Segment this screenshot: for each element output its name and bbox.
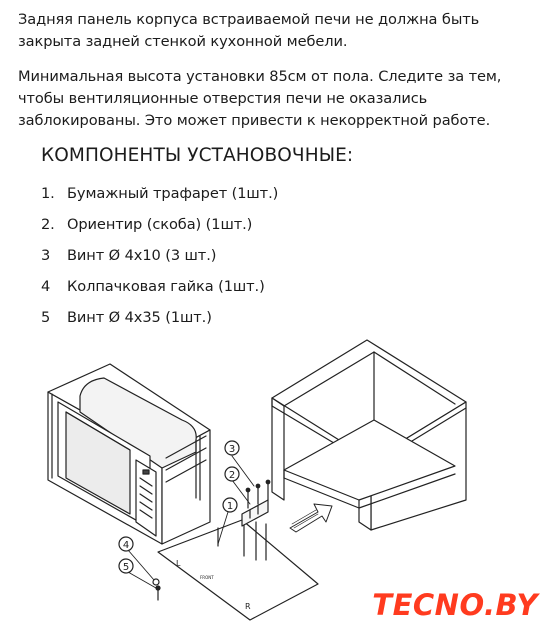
- template-mark-right: R: [245, 602, 251, 611]
- components-heading: КОМПОНЕНТЫ УСТАНОВОЧНЫЕ:: [41, 145, 354, 166]
- callout-5: [119, 559, 133, 573]
- svg-text:4: 4: [122, 540, 130, 551]
- callout-3: [225, 441, 239, 455]
- template-front-label: FRONT: [200, 575, 214, 580]
- tecno-logo: TECNO.BY: [372, 588, 538, 622]
- item-text: Винт Ø 4х35 (1шт.): [67, 309, 212, 326]
- intro-paragraph: Задняя панель корпуса встраиваемой печи не должна быть закрыта задней стенкой кухонной мебели.: [18, 11, 480, 50]
- direction-arrow-icon: [290, 504, 332, 532]
- installation-paragraph: Минимальная высота установки 85см от пола. Следите за тем, чтобы вентиляционные отверстия печи не оказались заблокированы. Это может привести к некорректной работе.: [18, 68, 502, 129]
- item-text: Колпачковая гайка (1шт.): [67, 278, 265, 295]
- list-item: [41, 240, 278, 271]
- item-number: 2.: [41, 216, 55, 233]
- list-item: [41, 209, 278, 240]
- item-text: Ориентир (скоба) (1шт.): [67, 216, 253, 233]
- item-number: 1.: [41, 185, 55, 202]
- template-mark-left: L: [176, 559, 181, 568]
- item-number: 4: [41, 278, 51, 295]
- list-item: [41, 302, 278, 333]
- oven-illustration: [48, 364, 210, 544]
- cabinet-illustration: [272, 340, 466, 530]
- item-number: 3: [41, 247, 51, 264]
- svg-text:1: 1: [226, 501, 234, 512]
- item-text: Бумажный трафарет (1шт.): [67, 185, 279, 202]
- list-item: [41, 271, 278, 302]
- item-text: Винт Ø 4х10 (3 шт.): [67, 247, 217, 264]
- callout-1: [223, 498, 237, 512]
- svg-text:2: 2: [228, 470, 236, 481]
- svg-text:3: 3: [228, 444, 236, 455]
- components-list: [41, 178, 278, 333]
- callout-4: [119, 537, 133, 551]
- bracket-illustration: [242, 500, 268, 526]
- svg-text:5: 5: [122, 562, 130, 573]
- callout-2: [225, 467, 239, 481]
- list-item: [41, 178, 278, 209]
- item-number: 5: [41, 309, 51, 326]
